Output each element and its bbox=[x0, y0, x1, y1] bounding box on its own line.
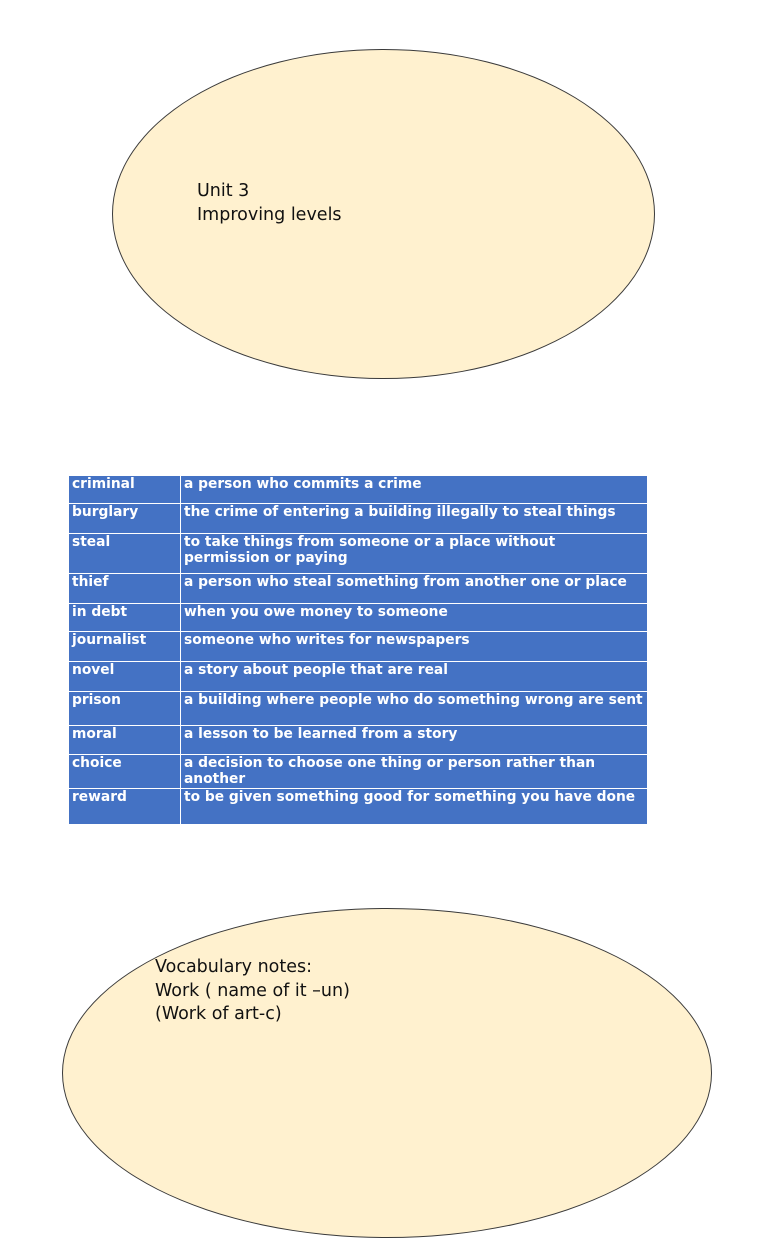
table-row bbox=[69, 755, 648, 789]
notes-heading: Vocabulary notes: bbox=[155, 957, 313, 977]
vocab-term: burglary bbox=[69, 504, 181, 534]
vocabulary-table-body bbox=[69, 476, 648, 825]
vocab-definition: to be given something good for something you have done bbox=[181, 789, 648, 825]
vocab-term: reward bbox=[69, 789, 181, 825]
unit-title: Unit 3 bbox=[197, 181, 250, 201]
vocab-definition: when you owe money to someone bbox=[181, 604, 648, 632]
table-row bbox=[69, 574, 648, 604]
table-row bbox=[69, 534, 648, 574]
vocab-definition: the crime of entering a building illegally to steal things bbox=[181, 504, 648, 534]
vocab-term: novel bbox=[69, 662, 181, 692]
unit-subtitle: Improving levels bbox=[197, 204, 342, 225]
vocab-definition: a story about people that are real bbox=[181, 662, 648, 692]
vocab-term: in debt bbox=[69, 604, 181, 632]
notes-block bbox=[155, 956, 350, 1027]
table-row bbox=[69, 476, 648, 504]
vocab-term: prison bbox=[69, 692, 181, 726]
vocab-definition: someone who writes for newspapers bbox=[181, 632, 648, 662]
table-row bbox=[69, 726, 648, 755]
vocab-definition: a lesson to be learned from a story bbox=[181, 726, 648, 755]
table-row bbox=[69, 692, 648, 726]
vocab-definition: a person who commits a crime bbox=[181, 476, 648, 504]
vocab-definition: a decision to choose one thing or person rather than another bbox=[181, 755, 648, 789]
table-row bbox=[69, 789, 648, 825]
vocab-term: criminal bbox=[69, 476, 181, 504]
vocab-term: thief bbox=[69, 574, 181, 604]
title-ellipse bbox=[112, 49, 655, 379]
table-row bbox=[69, 662, 648, 692]
vocabulary-table bbox=[68, 475, 648, 825]
table-row bbox=[69, 632, 648, 662]
notes-line: (Work of art-c) bbox=[155, 1004, 282, 1024]
table-row bbox=[69, 604, 648, 632]
notes-line: Work ( name of it –un) bbox=[155, 980, 350, 1001]
title-block bbox=[197, 180, 342, 227]
vocab-term: choice bbox=[69, 755, 181, 789]
table-row bbox=[69, 504, 648, 534]
vocab-definition: a person who steal something from another one or place bbox=[181, 574, 648, 604]
vocab-term: moral bbox=[69, 726, 181, 755]
vocab-term: journalist bbox=[69, 632, 181, 662]
vocab-definition: a building where people who do something wrong are sent bbox=[181, 692, 648, 726]
vocab-definition: to take things from someone or a place without permission or paying bbox=[181, 534, 648, 574]
vocab-term: steal bbox=[69, 534, 181, 574]
